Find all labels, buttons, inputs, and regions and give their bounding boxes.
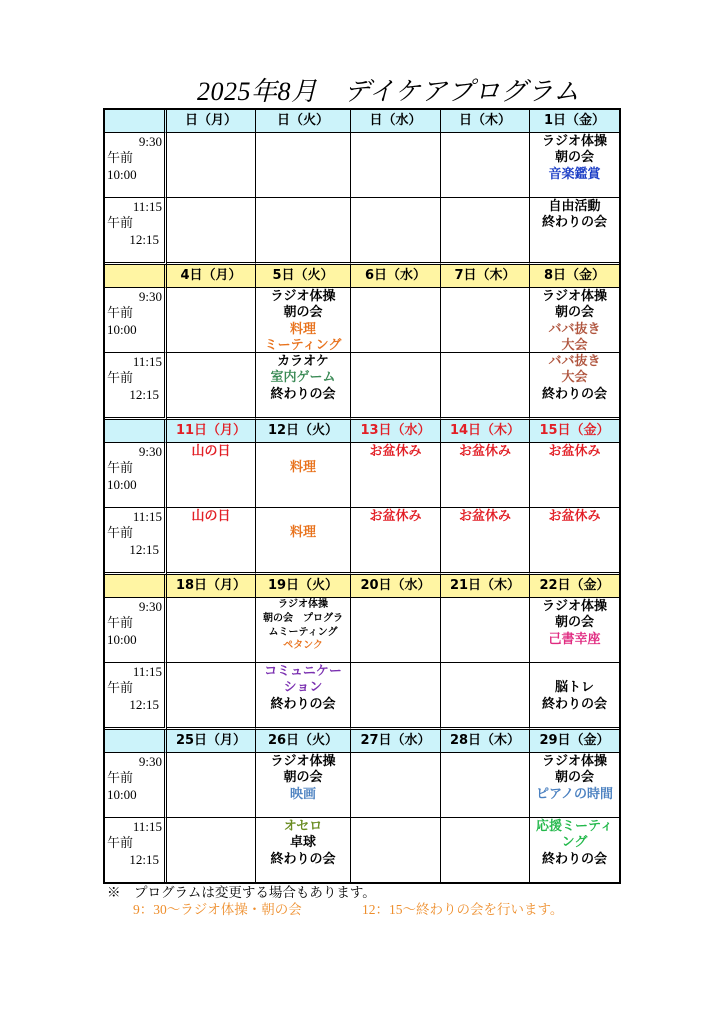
day-header-w1-tue: 日（火） — [256, 110, 351, 133]
day-header-w2-thu: 7日（木） — [441, 265, 530, 288]
time-period: 午前 — [107, 525, 134, 541]
program-line: 室内ゲーム — [270, 370, 336, 386]
cell-w4-thu-am — [441, 598, 530, 663]
time-header-w5 — [105, 730, 167, 753]
program-line: ション — [283, 680, 323, 696]
program-line: ラジオ体操 — [270, 289, 336, 304]
program-line: 朝の会 — [554, 305, 594, 321]
program-line: 卓球 — [289, 835, 316, 851]
time-cell-w2-am — [105, 288, 167, 353]
program-line: ラジオ体操 — [541, 599, 607, 614]
program-line: ピアノの時間 — [536, 786, 613, 802]
day-header-w5-tue: 26日（火） — [256, 730, 351, 753]
note-closing-schedule: 12：15～終わりの会を行います。 — [362, 902, 564, 917]
day-header-w5-wed: 27日（水） — [351, 730, 441, 753]
cell-w5-fri-am — [530, 753, 619, 818]
day-header-w5-thu: 28日（木） — [441, 730, 530, 753]
time-end: 12:15 — [129, 696, 159, 712]
time-cell-w2-pm — [105, 353, 167, 420]
time-start: 9:30 — [138, 599, 162, 614]
time-period: 午前 — [107, 305, 134, 321]
day-header-w5-mon: 25日（月） — [167, 730, 256, 753]
day-header-w3-wed: 13日（水） — [351, 420, 441, 443]
cell-w1-tue-pm — [256, 198, 351, 265]
time-period: 午前 — [107, 215, 134, 231]
cell-w4-tue-pm — [256, 663, 351, 730]
program-line: 終わりの会 — [541, 851, 607, 867]
program-line: ババ抜き — [548, 321, 601, 337]
program-line: ババ抜き — [548, 354, 601, 369]
cell-w2-tue-am — [256, 288, 351, 353]
program-line: 料理 — [289, 460, 316, 476]
cell-w1-thu-pm — [441, 198, 530, 265]
cell-w2-mon-pm — [167, 353, 256, 420]
week-1 — [105, 110, 619, 265]
program-line: 料理 — [289, 525, 316, 541]
cell-w3-tue-am — [256, 443, 351, 508]
program-line: ペタンク — [283, 640, 323, 652]
time-period: 午前 — [107, 835, 134, 851]
day-header-w4-tue: 19日（火） — [256, 575, 351, 598]
program-line: 料理 — [289, 321, 316, 337]
time-end: 12:15 — [129, 386, 159, 402]
cell-w5-mon-am — [167, 753, 256, 818]
cell-w4-fri-pm — [530, 663, 619, 730]
time-end: 10:00 — [107, 321, 137, 337]
week-4 — [105, 575, 619, 730]
program-line — [530, 664, 619, 680]
day-header-w4-fri: 22日（金） — [530, 575, 619, 598]
day-header-w1-thu: 日（木） — [441, 110, 530, 133]
cell-w1-fri-am — [530, 133, 619, 198]
time-period: 午前 — [107, 615, 134, 631]
cell-w3-thu-pm — [441, 508, 530, 575]
time-cell-w3-pm — [105, 508, 167, 575]
time-start: 9:30 — [138, 444, 162, 459]
day-header-w3-mon: 11日（月） — [167, 420, 256, 443]
cell-w3-wed-am — [351, 443, 441, 508]
program-line: ミーティング — [264, 337, 342, 353]
time-period: 午前 — [107, 680, 134, 696]
program-line: 終わりの会 — [270, 696, 336, 712]
program-line: 応援ミーティ — [536, 819, 613, 834]
program-line: お盆休み — [458, 509, 511, 524]
day-header-w4-wed: 20日（水） — [351, 575, 441, 598]
time-header-w1 — [105, 110, 167, 133]
week-5 — [105, 730, 619, 882]
program-line: 自由活動 — [548, 199, 601, 214]
note-morning-schedule: 9：30～ラジオ体操・朝の会 — [133, 902, 302, 917]
day-header-w1-wed: 日（水） — [351, 110, 441, 133]
cell-w5-mon-pm — [167, 818, 256, 882]
program-line: 大会 — [561, 337, 588, 353]
program-line: 朝の会 — [554, 615, 594, 631]
cell-w4-mon-am — [167, 598, 256, 663]
time-header-w4 — [105, 575, 167, 598]
program-line: ムミーティング — [268, 626, 338, 638]
program-line: 朝の会 プログラ — [263, 612, 343, 624]
cell-w2-mon-am — [167, 288, 256, 353]
cell-w1-tue-am — [256, 133, 351, 198]
time-end: 10:00 — [107, 166, 137, 182]
day-header-w2-tue: 5日（火） — [256, 265, 351, 288]
time-start: 9:30 — [138, 134, 162, 149]
program-line: 映画 — [289, 786, 316, 802]
cell-w3-fri-am — [530, 443, 619, 508]
time-cell-w3-am — [105, 443, 167, 508]
time-end: 10:00 — [107, 476, 137, 492]
time-cell-w5-pm — [105, 818, 167, 882]
program-line: お盆休み — [458, 444, 511, 459]
program-line: コミュニケー — [264, 664, 342, 679]
program-line: ラジオ体操 — [541, 289, 607, 304]
program-line — [256, 444, 350, 460]
day-header-w2-mon: 4日（月） — [167, 265, 256, 288]
time-cell-w5-am — [105, 753, 167, 818]
program-line: カラオケ — [277, 354, 329, 369]
program-line: 終わりの会 — [270, 851, 336, 867]
time-header-w3 — [105, 420, 167, 443]
day-header-w4-mon: 18日（月） — [167, 575, 256, 598]
cell-w2-wed-am — [351, 288, 441, 353]
cell-w2-thu-pm — [441, 353, 530, 420]
time-header-w2 — [105, 265, 167, 288]
time-end: 12:15 — [129, 231, 159, 247]
cell-w3-fri-pm — [530, 508, 619, 575]
day-header-w2-fri: 8日（金） — [530, 265, 619, 288]
program-line: 朝の会 — [283, 305, 323, 321]
program-line: ラジオ体操 — [541, 754, 607, 769]
program-line: 朝の会 — [554, 150, 594, 166]
program-line: ング — [561, 835, 588, 851]
program-line: お盆休み — [548, 444, 601, 459]
time-start: 9:30 — [138, 754, 162, 769]
cell-w2-fri-pm — [530, 353, 619, 420]
cell-w5-wed-pm — [351, 818, 441, 882]
schedule-table — [103, 108, 621, 884]
cell-w5-thu-pm — [441, 818, 530, 882]
program-line: ラジオ体操 — [270, 754, 336, 769]
time-cell-w4-am — [105, 598, 167, 663]
program-line: 終わりの会 — [541, 696, 607, 712]
program-line: 山の日 — [191, 509, 231, 524]
time-start: 11:15 — [132, 819, 162, 834]
cell-w1-mon-pm — [167, 198, 256, 265]
program-line: 終わりの会 — [270, 386, 336, 402]
time-end: 12:15 — [129, 541, 159, 557]
program-line: 朝の会 — [554, 770, 594, 786]
program-line: お盆休み — [369, 444, 422, 459]
day-header-w5-fri: 29日（金） — [530, 730, 619, 753]
cell-w2-fri-am — [530, 288, 619, 353]
day-header-w1-fri: 1日（金） — [530, 110, 619, 133]
cell-w4-wed-pm — [351, 663, 441, 730]
week-2 — [105, 265, 619, 420]
program-line — [256, 509, 350, 525]
time-period: 午前 — [107, 770, 134, 786]
program-line: 音楽鑑賞 — [548, 166, 601, 182]
time-start: 9:30 — [138, 289, 162, 304]
time-start: 11:15 — [132, 354, 162, 369]
program-line: オセロ — [283, 819, 323, 834]
day-header-w3-fri: 15日（金） — [530, 420, 619, 443]
cell-w1-wed-pm — [351, 198, 441, 265]
cell-w2-tue-pm — [256, 353, 351, 420]
day-header-w3-thu: 14日（木） — [441, 420, 530, 443]
cell-w3-wed-pm — [351, 508, 441, 575]
week-3 — [105, 420, 619, 575]
day-header-w1-mon: 日（月） — [167, 110, 256, 133]
time-start: 11:15 — [132, 509, 162, 524]
day-header-w2-wed: 6日（水） — [351, 265, 441, 288]
cell-w3-mon-pm — [167, 508, 256, 575]
time-period: 午前 — [107, 370, 134, 386]
program-line: 終わりの会 — [541, 215, 607, 231]
time-cell-w1-am — [105, 133, 167, 198]
time-start: 11:15 — [132, 199, 162, 214]
time-start: 11:15 — [132, 664, 162, 679]
day-header-w4-thu: 21日（木） — [441, 575, 530, 598]
cell-w3-thu-am — [441, 443, 530, 508]
program-line: ラジオ体操 — [541, 134, 607, 149]
time-cell-w1-pm — [105, 198, 167, 265]
cell-w4-fri-am — [530, 598, 619, 663]
cell-w5-fri-pm — [530, 818, 619, 882]
cell-w2-thu-am — [441, 288, 530, 353]
cell-w5-tue-pm — [256, 818, 351, 882]
day-header-w3-tue: 12日（火） — [256, 420, 351, 443]
cell-w1-fri-pm — [530, 198, 619, 265]
cell-w3-tue-pm — [256, 508, 351, 575]
cell-w4-tue-am — [256, 598, 351, 663]
cell-w2-wed-pm — [351, 353, 441, 420]
time-end: 10:00 — [107, 631, 137, 647]
time-end: 12:15 — [129, 851, 159, 867]
program-line: 終わりの会 — [541, 386, 607, 402]
page-title: 2025年8月 デイケアプログラム — [197, 77, 580, 106]
cell-w5-wed-am — [351, 753, 441, 818]
time-end: 10:00 — [107, 786, 137, 802]
program-line: 脳トレ — [554, 680, 594, 696]
program-line: 大会 — [561, 370, 588, 386]
cell-w4-mon-pm — [167, 663, 256, 730]
cell-w1-mon-am — [167, 133, 256, 198]
program-line: お盆休み — [548, 509, 601, 524]
cell-w4-thu-pm — [441, 663, 530, 730]
cell-w5-thu-am — [441, 753, 530, 818]
program-line: 朝の会 — [283, 770, 323, 786]
program-line: ラジオ体操 — [278, 599, 328, 610]
program-line: 己書幸座 — [548, 631, 601, 647]
note-caveat: ※ プログラムは変更する場合もあります。 — [107, 885, 376, 900]
program-line: お盆休み — [369, 509, 422, 524]
cell-w4-wed-am — [351, 598, 441, 663]
program-line: 山の日 — [191, 444, 231, 459]
time-period: 午前 — [107, 150, 134, 166]
time-period: 午前 — [107, 460, 134, 476]
cell-w1-wed-am — [351, 133, 441, 198]
cell-w5-tue-am — [256, 753, 351, 818]
cell-w3-mon-am — [167, 443, 256, 508]
cell-w1-thu-am — [441, 133, 530, 198]
time-cell-w4-pm — [105, 663, 167, 730]
